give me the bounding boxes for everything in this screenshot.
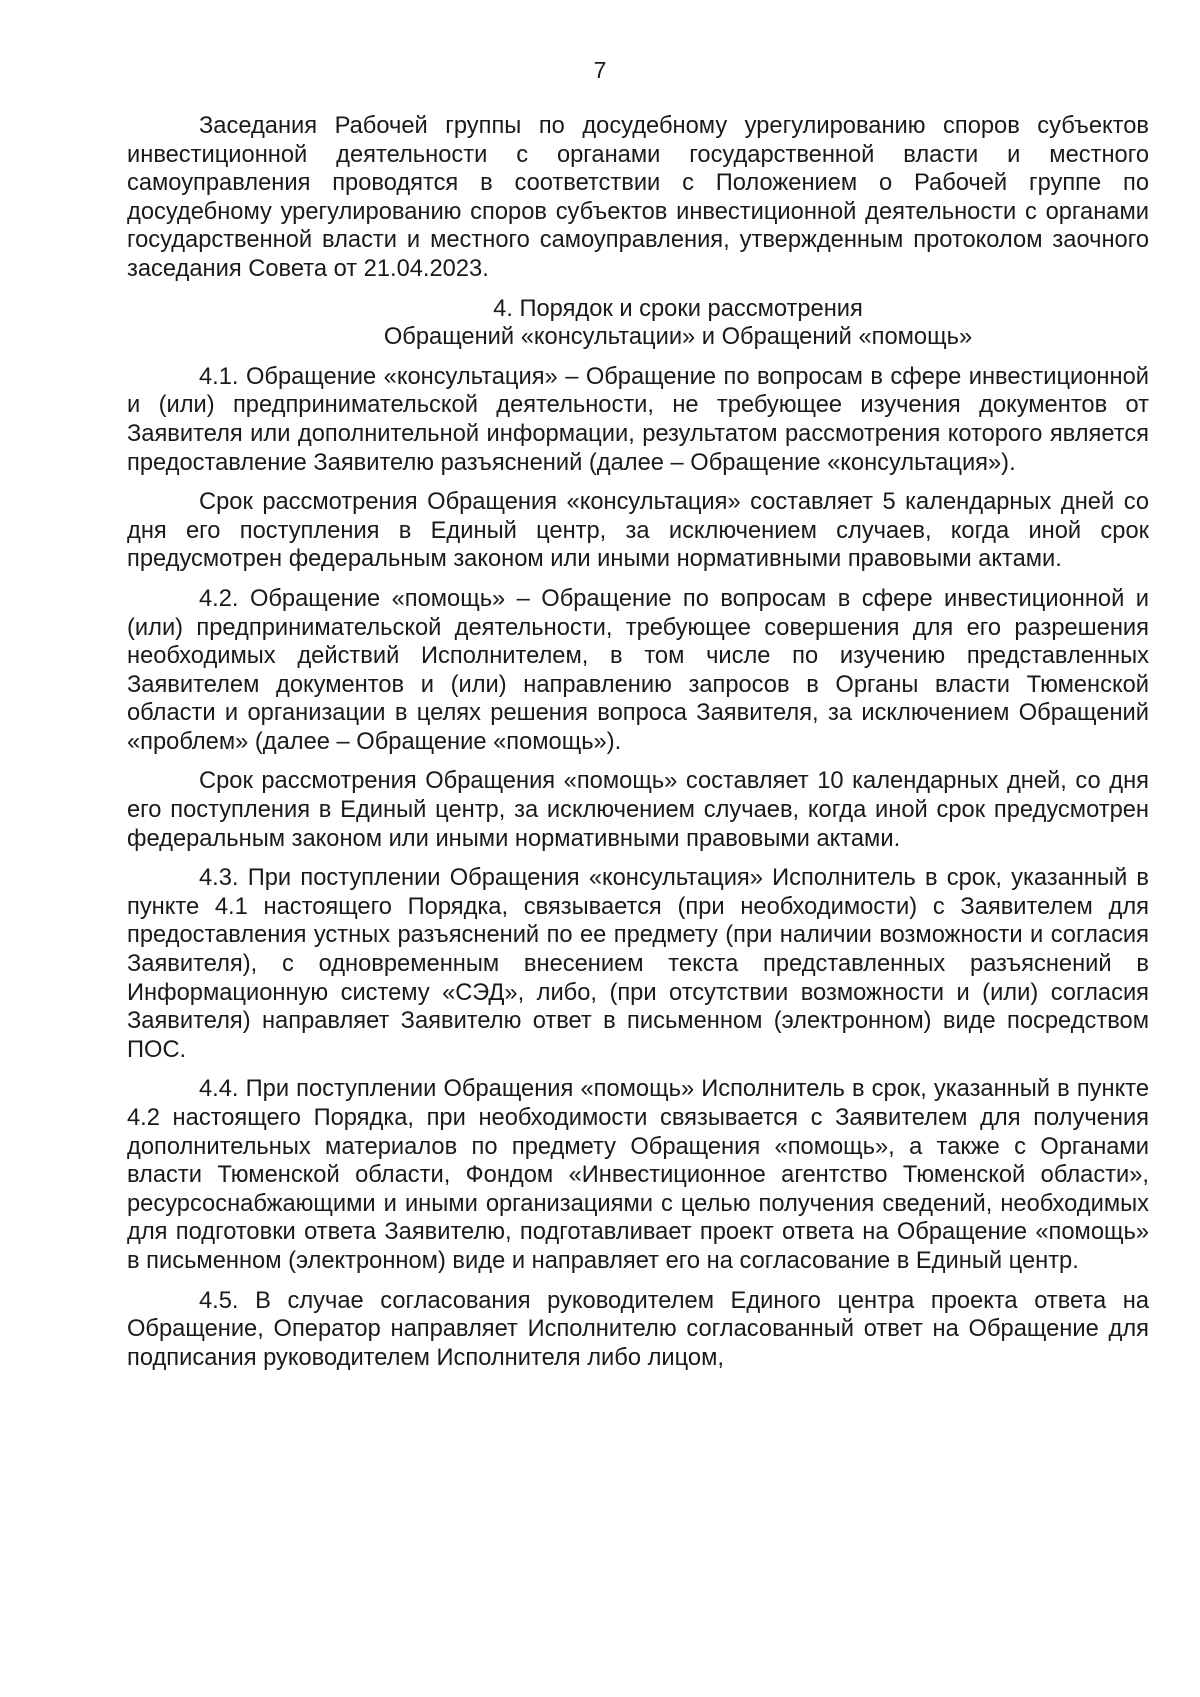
paragraph-4-3: 4.3. При поступлении Обращения «консультация» Исполнитель в срок, указанный в пункте 4.1 настоящего Порядка, связывается (при необходимости) с Заявителем для предоставления устных разъяснений по ее предмету (при наличии возможности и согласия Заявителя), с одновременным внесением текста представленных разъяснений в Информационную систему «СЭД», либо, (при отсутствии возможности и (или) согласия Заявителя) направляет Заявителю ответ в письменном (электронном) виде посредством ПОС.: [127, 865, 1149, 1063]
paragraph-consultation-term: Срок рассмотрения Обращения «консультация» составляет 5 календарных дней со дня его поступления в Единый центр, за исключением случаев, когда иной срок предусмотрен федеральным законом или иными нормативными правовыми актами.: [127, 489, 1149, 573]
paragraph-working-group: Заседания Рабочей группы по досудебному урегулированию споров субъектов инвестиционной деятельности с органами государственной власти и местного самоуправления проводятся в соответствии с Положением о Рабочей группе по досудебному урегулированию споров субъектов инвестиционной деятельности с органами государственной власти и местного самоуправления, утвержденным протоколом заочного заседания Совета от 21.04.2023.: [127, 113, 1149, 282]
paragraph-4-4: 4.4. При поступлении Обращения «помощь» Исполнитель в срок, указанный в пункте 4.2 настоящего Порядка, при необходимости связывается с Заявителем для получения дополнительных материалов по предмету Обращения «помощь», а также с Органами власти Тюменской области, Фондом «Инвестиционное агентство Тюменской области», ресурсоснабжающими и иными организациями с целью получения сведений, необходимых для подготовки ответа Заявителю, подготавливает проект ответа на Обращение «помощь» в письменном (электронном) виде и направляет его на согласование в Единый центр.: [127, 1076, 1149, 1274]
paragraph-4-2: 4.2. Обращение «помощь» – Обращение по вопросам в сфере инвестиционной и (или) предпринимательской деятельности, требующее совершения для его разрешения необходимых действий Исполнителем, в том числе по изучению представленных Заявителем документов и (или) направлению запросов в Органы власти Тюменской области и организации в целях решения вопроса Заявителя, за исключением Обращений «проблем» (далее – Обращение «помощь»).: [127, 585, 1149, 755]
section-heading-line-2: Обращений «консультации» и Обращений «помощь»: [383, 324, 973, 351]
paragraph-help-term: Срок рассмотрения Обращения «помощь» составляет 10 календарных дней, со дня его поступления в Единый центр, за исключением случаев, когда иной срок предусмотрен федеральным законом или иными нормативными правовыми актами.: [127, 768, 1149, 852]
page-number: 7: [593, 57, 607, 83]
section-heading: [127, 295, 1149, 352]
paragraph-4-1: 4.1. Обращение «консультация» – Обращение по вопросам в сфере инвестиционной и (или) предпринимательской деятельности, не требующее изучения документов от Заявителя или дополнительной информации, результатом рассмотрения которого является предоставление Заявителю разъяснений (далее – Обращение «консультация»).: [127, 363, 1149, 476]
document-body: [127, 112, 1149, 1383]
section-heading-line-1: 4. Порядок и сроки рассмотрения: [493, 295, 863, 322]
paragraph-4-5: 4.5. В случае согласования руководителем Единого центра проекта ответа на Обращение, Оператор направляет Исполнителю согласованный ответ на Обращение для подписания руководителем Исполнителя либо лицом,: [127, 1287, 1149, 1371]
